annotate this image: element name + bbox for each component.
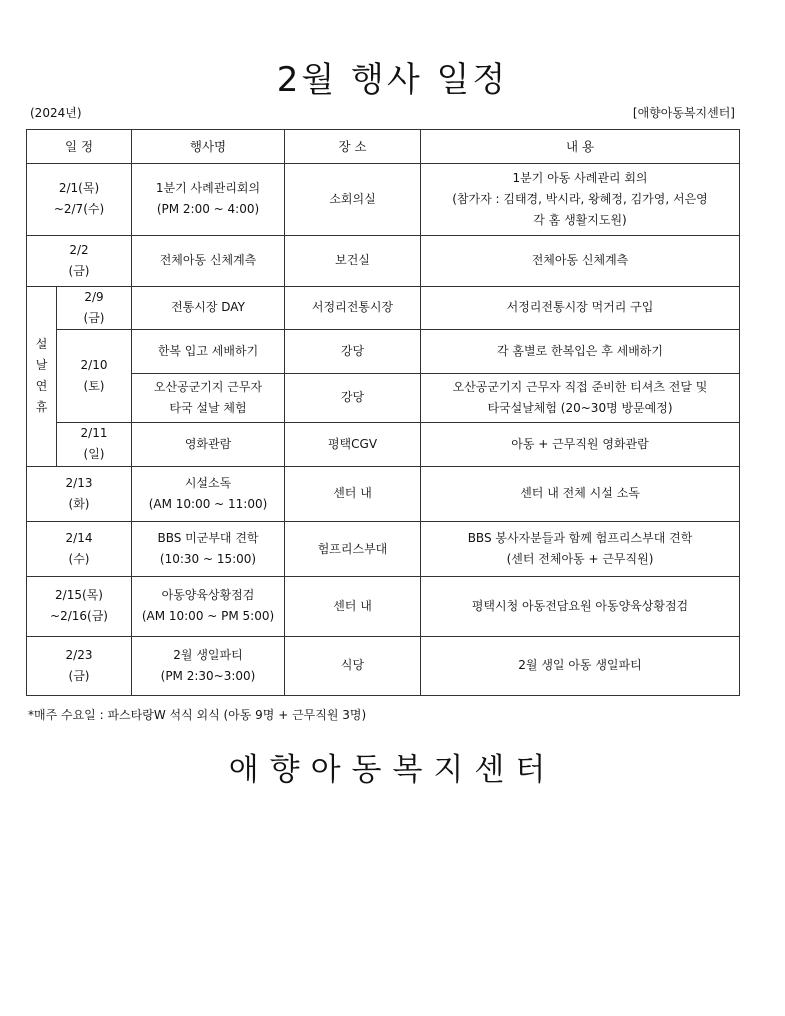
- footer-org-name: 애향아동복지센터: [228, 752, 557, 788]
- table-row: [27, 466, 740, 521]
- event-cell: 전체아동 신체계측: [132, 235, 285, 286]
- table-row: [27, 636, 740, 695]
- date-cell: 2/1(목) ~2/7(수): [27, 164, 132, 235]
- table-row: [27, 330, 740, 374]
- content-cell: 1분기 아동 사례관리 회의 (참가자 : 김태경, 박시라, 왕혜정, 김가영, 서은영 각 홈 생활지도원): [421, 164, 740, 235]
- event-cell: 아동양육상황점검 (AM 10:00 ~ PM 5:00): [132, 577, 285, 636]
- content-cell: 서정리전통시장 먹거리 구입: [421, 286, 740, 329]
- header-date: 일 정: [27, 130, 132, 164]
- content-cell: 오산공군기지 근무자 직접 준비한 티셔츠 전달 및 타국설날체험 (20~30명 방문예정): [421, 374, 740, 422]
- place-cell: 서정리전통시장: [285, 286, 421, 329]
- table-row: [27, 235, 740, 286]
- place-cell: 소회의실: [285, 164, 421, 235]
- schedule-table: [26, 129, 740, 696]
- table-row: [27, 577, 740, 636]
- content-cell: 평택시청 아동전담요원 아동양육상황점검: [421, 577, 740, 636]
- place-cell: 험프리스부대: [285, 522, 421, 577]
- event-cell: 2월 생일파티 (PM 2:30~3:00): [132, 636, 285, 695]
- event-cell: 1분기 사례관리회의 (PM 2:00 ~ 4:00): [132, 164, 285, 235]
- place-cell: 강당: [285, 374, 421, 422]
- table-row: [27, 164, 740, 235]
- content-cell: 전체아동 신체계측: [421, 235, 740, 286]
- place-cell: 센터 내: [285, 577, 421, 636]
- place-cell: 보건실: [285, 235, 421, 286]
- content-cell: 센터 내 전체 시설 소독: [421, 466, 740, 521]
- org-tag: [애향아동복지센터]: [632, 106, 735, 120]
- event-cell: BBS 미군부대 견학 (10:30 ~ 15:00): [132, 522, 285, 577]
- date-cell: 2/10 (토): [57, 330, 132, 422]
- date-cell: 2/9 (금): [57, 286, 132, 329]
- place-cell: 센터 내: [285, 466, 421, 521]
- content-cell: 2월 생일 아동 생일파티: [421, 636, 740, 695]
- table-row: [27, 522, 740, 577]
- date-cell: 2/13 (화): [27, 466, 132, 521]
- date-cell: 2/2 (금): [27, 235, 132, 286]
- event-cell: 시설소독 (AM 10:00 ~ 11:00): [132, 466, 285, 521]
- content-cell: BBS 봉사자분들과 함께 험프리스부대 견학 (센터 전체아동 + 근무직원): [421, 522, 740, 577]
- date-cell: 2/15(목) ~2/16(금): [27, 577, 132, 636]
- event-cell: 전통시장 DAY: [132, 286, 285, 329]
- holiday-group-label: 설 날 연 휴: [27, 286, 57, 466]
- header-content: 내 용: [421, 130, 740, 164]
- event-cell: 한복 입고 세배하기: [132, 330, 285, 374]
- date-cell: 2/11 (일): [57, 422, 132, 466]
- place-cell: 식당: [285, 636, 421, 695]
- place-cell: 평택CGV: [285, 422, 421, 466]
- content-cell: 각 홈별로 한복입은 후 세배하기: [421, 330, 740, 374]
- document-title: 2월 행사 일정: [276, 60, 509, 100]
- place-cell: 강당: [285, 330, 421, 374]
- date-cell: 2/14 (수): [27, 522, 132, 577]
- content-cell: 아동 + 근무직원 영화관람: [421, 422, 740, 466]
- table-row: [27, 286, 740, 329]
- event-cell: 오산공군기지 근무자 타국 설날 체험: [132, 374, 285, 422]
- header-row: [27, 130, 740, 164]
- weekly-note: *매주 수요일 : 파스타랑W 석식 외식 (아동 9명 + 근무직원 3명): [28, 708, 367, 722]
- table-row: [27, 422, 740, 466]
- table-row: [27, 374, 740, 422]
- header-event: 행사명: [132, 130, 285, 164]
- year-label: (2024년): [30, 106, 82, 120]
- header-place: 장 소: [285, 130, 421, 164]
- event-cell: 영화관람: [132, 422, 285, 466]
- date-cell: 2/23 (금): [27, 636, 132, 695]
